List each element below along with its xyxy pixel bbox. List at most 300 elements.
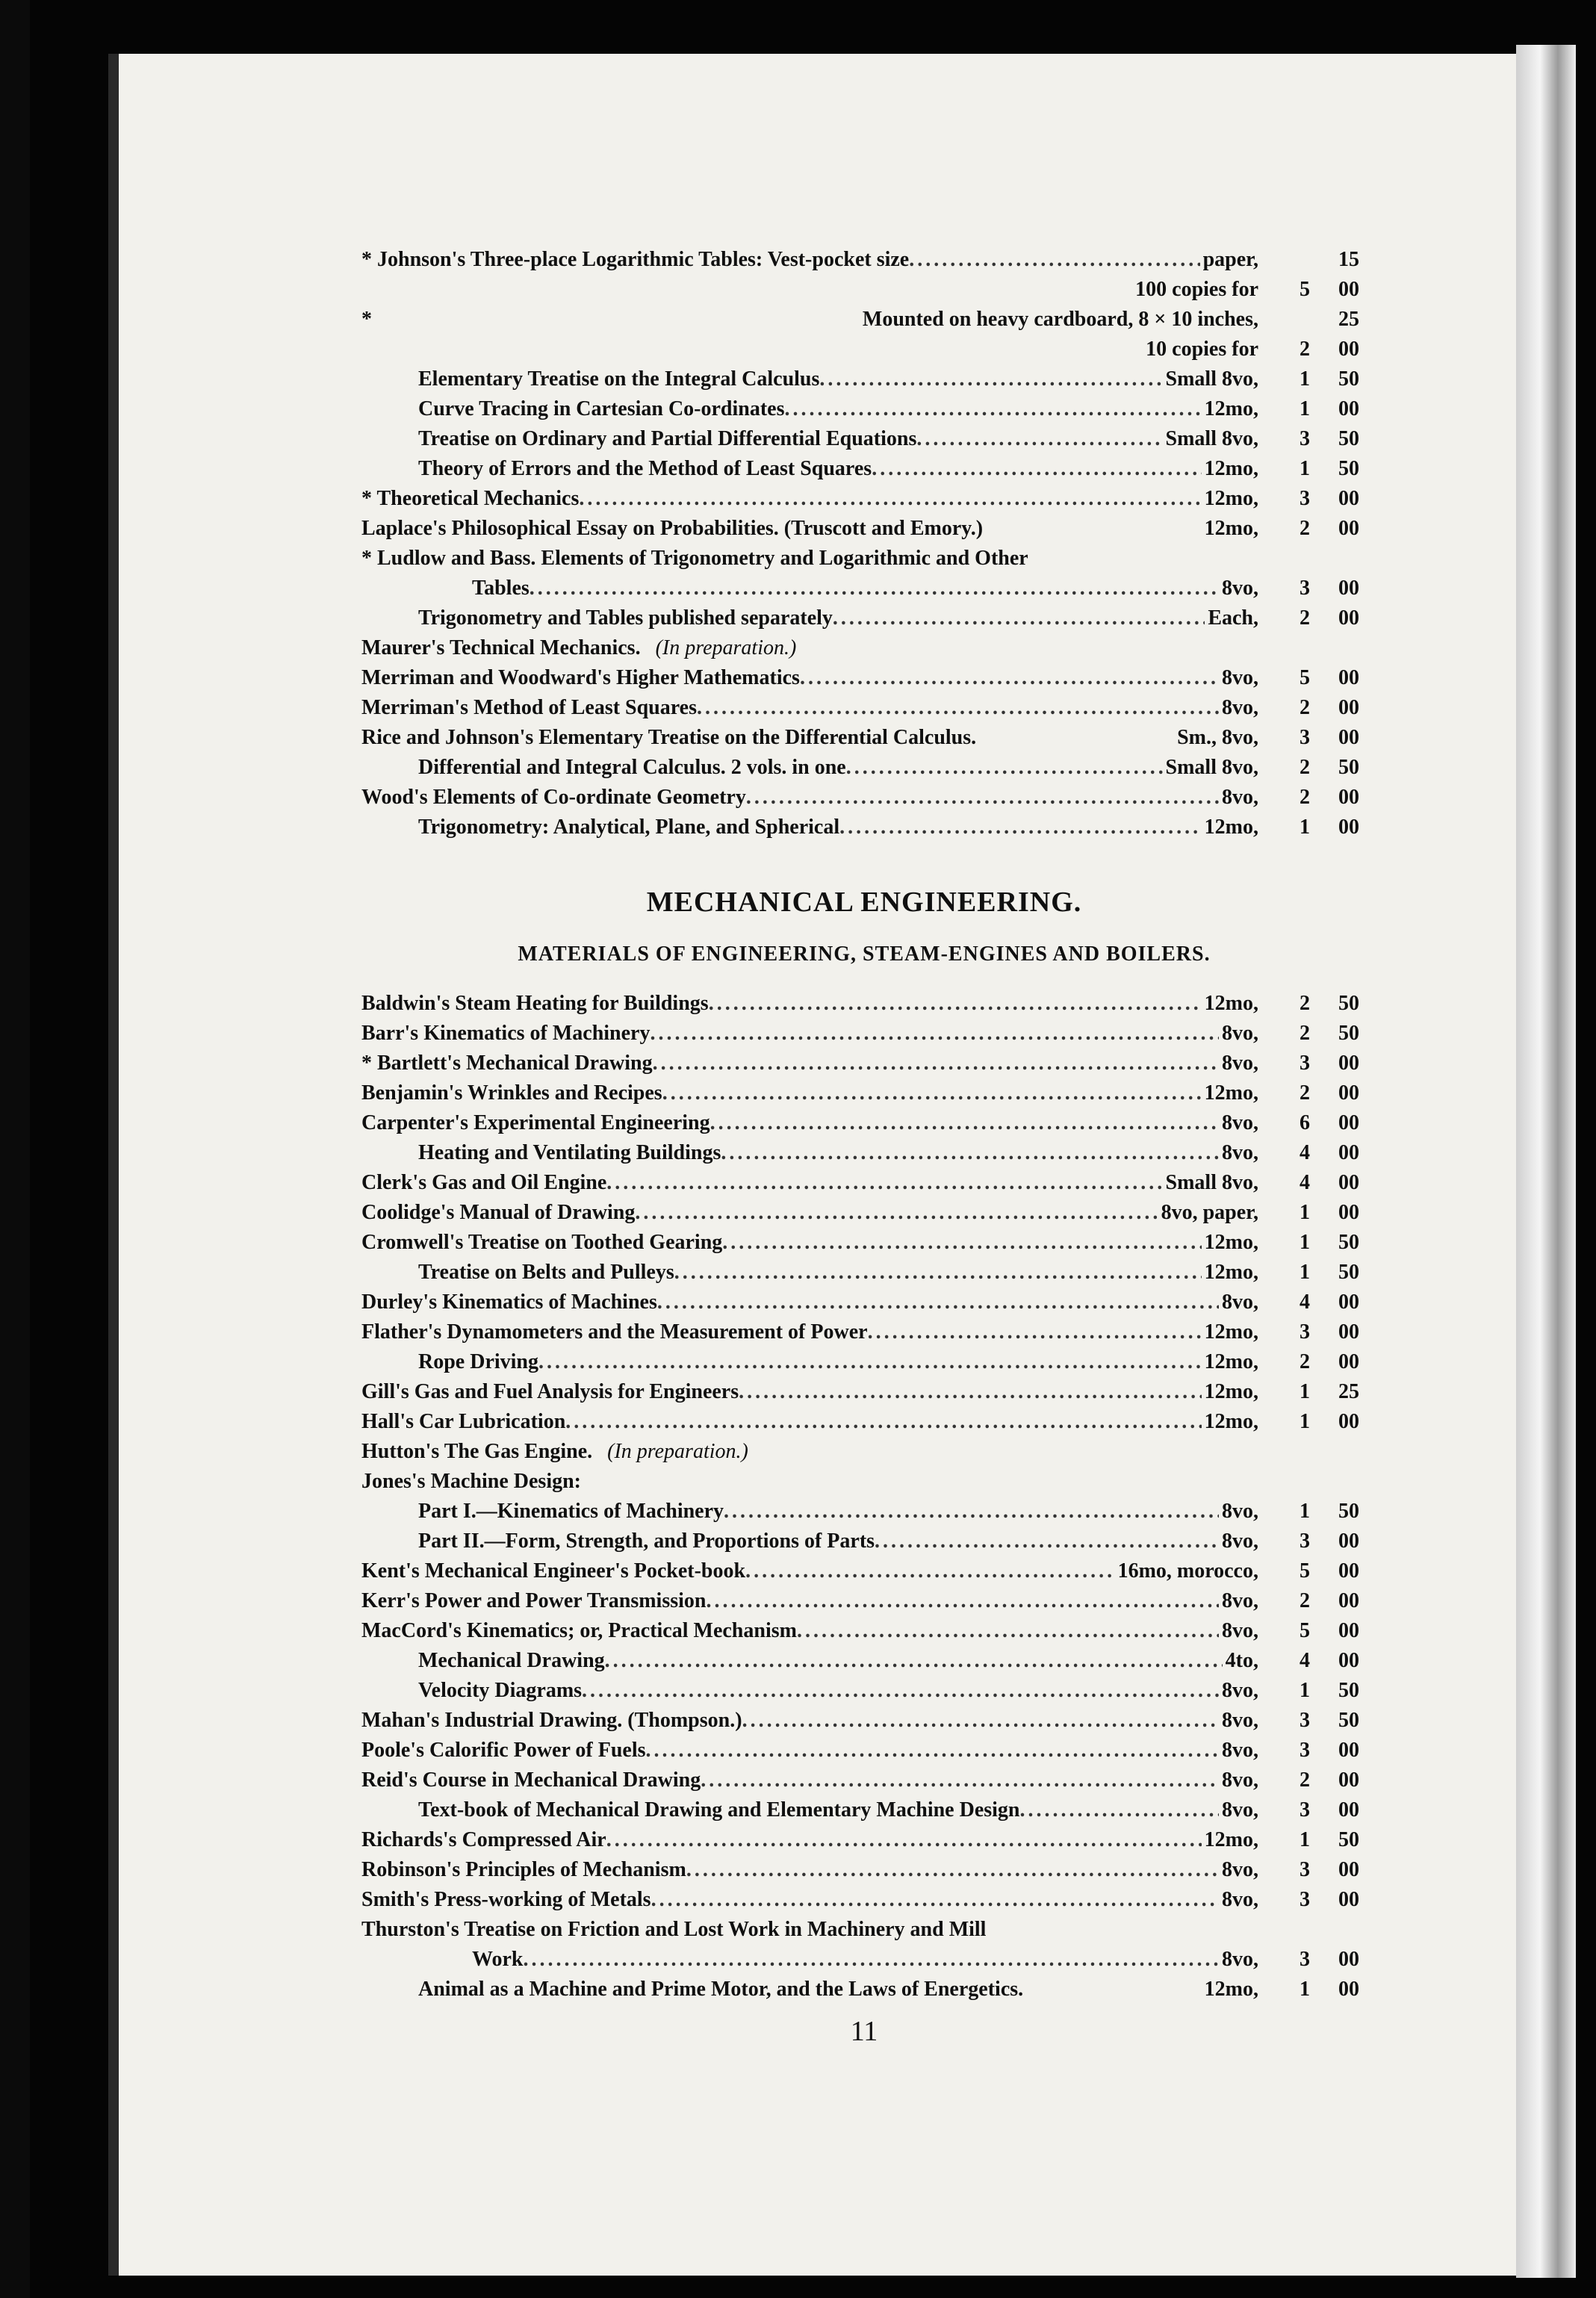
leader-dots xyxy=(650,1019,1219,1049)
entry-format: 8vo, xyxy=(1222,1111,1258,1134)
price-cents: 25 xyxy=(1338,1380,1359,1403)
price-dollars: 2 xyxy=(1300,1768,1310,1792)
price-dollars: 3 xyxy=(1300,1709,1310,1732)
price-dollars: 1 xyxy=(1300,1201,1310,1224)
entry-format: 8vo, xyxy=(1222,1530,1258,1553)
price-dollars: 5 xyxy=(1300,666,1310,689)
leader-dots xyxy=(653,1049,1219,1078)
catalog-entry xyxy=(361,723,1367,753)
entry-format: 4to, xyxy=(1225,1649,1258,1672)
entry-price xyxy=(1279,1497,1367,1527)
leader-dots xyxy=(606,1168,1162,1198)
entry-title: Laplace's Philosophical Essay on Probabilities. (Truscott and Emory.) xyxy=(361,517,984,540)
entry-price xyxy=(1279,484,1367,514)
entry-price xyxy=(1279,574,1367,603)
entry-price xyxy=(1279,424,1367,454)
entry-price xyxy=(1279,1049,1367,1078)
leader-dots xyxy=(721,1138,1219,1168)
price-cents: 00 xyxy=(1338,517,1359,540)
price-dollars: 3 xyxy=(1300,1320,1310,1344)
entry-title: Carpenter's Experimental Engineering xyxy=(361,1111,710,1134)
catalog-entry xyxy=(361,1676,1367,1706)
price-cents: 00 xyxy=(1338,577,1359,600)
price-cents: 50 xyxy=(1338,427,1359,450)
entry-format: paper, xyxy=(1202,248,1258,271)
leader-dots xyxy=(800,663,1219,693)
price-cents: 50 xyxy=(1338,992,1359,1015)
price-dollars: 3 xyxy=(1300,1739,1310,1762)
entry-price xyxy=(1279,335,1367,364)
entry-title: Elementary Treatise on the Integral Calculus xyxy=(418,367,820,391)
catalog-entry xyxy=(361,1049,1367,1078)
catalog-content xyxy=(361,245,1367,2047)
catalog-entry xyxy=(361,1945,1367,1975)
price-cents: 00 xyxy=(1338,1410,1359,1433)
entry-title: Kerr's Power and Power Transmission xyxy=(361,1589,707,1612)
price-cents: 50 xyxy=(1338,1500,1359,1523)
price-cents: 25 xyxy=(1338,308,1359,331)
section-title: MECHANICAL ENGINEERING. xyxy=(646,886,1082,918)
catalog-entry xyxy=(361,1646,1367,1676)
leader-dots xyxy=(797,1616,1219,1646)
price-cents: 50 xyxy=(1338,1679,1359,1702)
entry-format: 12mo, xyxy=(1204,1978,1258,2001)
leader-dots xyxy=(722,1228,1201,1258)
price-cents: 00 xyxy=(1338,606,1359,630)
price-dollars: 4 xyxy=(1300,1171,1310,1194)
entry-title: Velocity Diagrams xyxy=(418,1679,583,1702)
entry-format: 8vo, xyxy=(1222,1709,1258,1732)
entry-format xyxy=(1255,1915,1258,1945)
catalog-entry xyxy=(361,1377,1367,1407)
entry-title: Poole's Calorific Power of Fuels xyxy=(361,1739,646,1762)
entry-price xyxy=(1279,753,1367,783)
leader-dots xyxy=(701,1766,1219,1795)
price-dollars: 4 xyxy=(1300,1141,1310,1164)
price-dollars: 1 xyxy=(1300,1410,1310,1433)
price-cents: 00 xyxy=(1338,1111,1359,1134)
entry-title: Richards's Compressed Air xyxy=(361,1828,606,1851)
leader-dots xyxy=(606,1825,1202,1855)
entry-title: Rice and Johnson's Elementary Treatise on the Differential Calculus. xyxy=(361,726,977,749)
price-cents: 00 xyxy=(1338,1858,1359,1881)
price-dollars: 3 xyxy=(1300,1798,1310,1822)
price-cents: 00 xyxy=(1338,1978,1359,2001)
entry-title: Coolidge's Manual of Drawing xyxy=(361,1201,636,1224)
catalog-entry xyxy=(361,364,1367,394)
price-dollars: 3 xyxy=(1300,487,1310,510)
price-dollars: 3 xyxy=(1300,1888,1310,1911)
entry-format: 100 copies for xyxy=(1135,278,1258,301)
entry-format: 8vo, paper, xyxy=(1161,1201,1258,1224)
price-cents: 50 xyxy=(1338,367,1359,391)
entry-price xyxy=(1279,1945,1367,1975)
catalog-entry xyxy=(361,275,1367,305)
entry-format: 8vo, xyxy=(1222,666,1258,689)
entry-price xyxy=(1279,1407,1367,1437)
entry-format: Each, xyxy=(1208,606,1258,630)
entry-price xyxy=(1279,1586,1367,1616)
entry-format: 8vo, xyxy=(1222,696,1258,719)
price-cents: 00 xyxy=(1338,1768,1359,1792)
entry-title: Rope Driving xyxy=(418,1350,538,1373)
entry-price xyxy=(1279,1616,1367,1646)
price-dollars: 5 xyxy=(1300,1559,1310,1583)
leader-dots xyxy=(635,1198,1158,1228)
catalog-entry xyxy=(361,1825,1367,1855)
price-cents: 00 xyxy=(1338,666,1359,689)
entry-format: 8vo, xyxy=(1222,1141,1258,1164)
entry-format: 8vo, xyxy=(1222,1798,1258,1822)
entry-format: 12mo, xyxy=(1204,457,1258,480)
entry-price xyxy=(1279,1556,1367,1586)
entry-price xyxy=(1279,1198,1367,1228)
leader-dots xyxy=(785,394,1202,424)
leader-dots xyxy=(909,245,1199,275)
page-number: 11 xyxy=(850,2016,878,2047)
price-dollars: 2 xyxy=(1300,338,1310,361)
entry-price xyxy=(1279,1288,1367,1317)
book-spine xyxy=(0,0,30,2298)
entry-format: 8vo, xyxy=(1222,1589,1258,1612)
entry-title: Cromwell's Treatise on Toothed Gearing xyxy=(361,1231,723,1254)
entry-price xyxy=(1279,1108,1367,1138)
subsection-title: MATERIALS OF ENGINEERING, STEAM-ENGINES AND BOILERS. xyxy=(518,943,1211,966)
catalog-entry xyxy=(361,484,1367,514)
leader-dots xyxy=(657,1288,1219,1317)
entry-price xyxy=(1279,1078,1367,1108)
price-cents: 00 xyxy=(1338,487,1359,510)
leader-dots xyxy=(739,1377,1202,1407)
leader-dots xyxy=(746,783,1219,813)
entry-title: Flather's Dynamometers and the Measurement of Power xyxy=(361,1320,868,1344)
price-cents: 00 xyxy=(1338,1052,1359,1075)
entry-title: Barr's Kinematics of Machinery xyxy=(361,1022,650,1045)
price-cents: 00 xyxy=(1338,1888,1359,1911)
catalog-entry xyxy=(361,1138,1367,1168)
leader-dots xyxy=(710,1108,1219,1138)
price-cents: 00 xyxy=(1338,1081,1359,1105)
leader-dots xyxy=(582,1676,1219,1706)
price-cents: 00 xyxy=(1338,278,1359,301)
entry-title: Differential and Integral Calculus. 2 vols. in one xyxy=(418,756,846,779)
entry-note: (In preparation.) xyxy=(607,1440,748,1463)
entry-format: 8vo, xyxy=(1222,1948,1258,1971)
entry-format: 8vo, xyxy=(1222,1291,1258,1314)
price-cents: 50 xyxy=(1338,1828,1359,1851)
price-cents: 00 xyxy=(1338,397,1359,420)
entry-title: Thurston's Treatise on Friction and Lost Work in Machinery and Mill xyxy=(361,1918,987,1941)
leader-dots xyxy=(819,364,1162,394)
catalog-entry xyxy=(361,1736,1367,1766)
price-dollars: 1 xyxy=(1300,1380,1310,1403)
leader-dots xyxy=(706,1586,1219,1616)
price-dollars: 2 xyxy=(1300,606,1310,630)
catalog-entry xyxy=(361,335,1367,364)
entry-price xyxy=(1279,783,1367,813)
catalog-entry xyxy=(361,1586,1367,1616)
entry-price xyxy=(1279,663,1367,693)
entry-title: * Bartlett's Mechanical Drawing xyxy=(361,1052,653,1075)
leader-dots xyxy=(833,603,1205,633)
price-dollars: 3 xyxy=(1300,1948,1310,1971)
catalog-entry xyxy=(361,1317,1367,1347)
entry-title: Wood's Elements of Co-ordinate Geometry xyxy=(361,786,746,809)
entry-format: 12mo, xyxy=(1204,1231,1258,1254)
leader-dots xyxy=(605,1646,1223,1676)
leader-dots xyxy=(565,1407,1201,1437)
catalog-entry xyxy=(361,1527,1367,1556)
entry-title: Mechanical Drawing xyxy=(418,1649,605,1672)
leader-dots xyxy=(686,1855,1219,1885)
leader-dots xyxy=(538,1347,1202,1377)
entry-price xyxy=(1279,693,1367,723)
catalog-entry xyxy=(361,753,1367,783)
catalog-entry xyxy=(361,1437,1367,1467)
catalog-entry xyxy=(361,1228,1367,1258)
entry-title: Hall's Car Lubrication xyxy=(361,1410,566,1433)
entry-price xyxy=(1279,723,1367,753)
leader-dots xyxy=(1020,1795,1220,1825)
price-cents: 00 xyxy=(1338,1589,1359,1612)
entry-format: 8vo, xyxy=(1222,1768,1258,1792)
entry-title: Baldwin's Steam Heating for Buildings xyxy=(361,992,709,1015)
price-dollars: 2 xyxy=(1300,517,1310,540)
entry-price xyxy=(1279,1706,1367,1736)
catalog-entry xyxy=(361,544,1367,574)
price-dollars xyxy=(1279,305,1310,335)
entry-title: Merriman and Woodward's Higher Mathematics xyxy=(361,666,800,689)
entry-format: 12mo, xyxy=(1204,992,1258,1015)
entry-title: Maurer's Technical Mechanics. xyxy=(361,636,641,659)
catalog-entry xyxy=(361,693,1367,723)
price-dollars: 3 xyxy=(1300,1858,1310,1881)
entry-price xyxy=(1279,1377,1367,1407)
entry-price xyxy=(1279,1855,1367,1885)
entry-format: 12mo, xyxy=(1204,517,1258,540)
catalog-entry xyxy=(361,813,1367,842)
price-dollars: 3 xyxy=(1300,577,1310,600)
leader-dots xyxy=(662,1078,1202,1108)
entry-note: (In preparation.) xyxy=(655,636,797,659)
catalog-entry xyxy=(361,1078,1367,1108)
price-cents: 50 xyxy=(1338,1709,1359,1732)
catalog-entry xyxy=(361,1795,1367,1825)
entry-format: Small 8vo, xyxy=(1165,367,1258,391)
catalog-entry xyxy=(361,305,1367,335)
entry-price xyxy=(1279,364,1367,394)
entry-title: Text-book of Mechanical Drawing and Elementary Machine Design xyxy=(418,1798,1020,1822)
price-cents: 50 xyxy=(1338,756,1359,779)
price-cents: 00 xyxy=(1338,1798,1359,1822)
entry-format: 12mo, xyxy=(1204,1380,1258,1403)
price-dollars: 5 xyxy=(1300,1619,1310,1642)
catalog-entry xyxy=(361,1198,1367,1228)
entry-price xyxy=(1279,989,1367,1019)
entry-price xyxy=(1279,1676,1367,1706)
entry-format: 12mo, xyxy=(1204,1081,1258,1105)
leader-dots xyxy=(530,574,1219,603)
entry-format: 8vo, xyxy=(1222,1022,1258,1045)
price-cents: 00 xyxy=(1338,726,1359,749)
price-dollars xyxy=(1279,245,1310,275)
entry-format: 12mo, xyxy=(1204,1410,1258,1433)
entry-format: 8vo, xyxy=(1222,1739,1258,1762)
entry-title: Animal as a Machine and Prime Motor, and the Laws of Energetics. xyxy=(418,1978,1024,2001)
entry-title: Work xyxy=(472,1948,524,1971)
price-dollars: 2 xyxy=(1300,756,1310,779)
top-entry-list xyxy=(361,245,1367,842)
entry-title: Trigonometry: Analytical, Plane, and Spherical xyxy=(418,816,840,839)
entry-title: MacCord's Kinematics; or, Practical Mechanism xyxy=(361,1619,797,1642)
entry-price xyxy=(1279,1795,1367,1825)
entry-title: Hutton's The Gas Engine. xyxy=(361,1440,593,1463)
entry-price xyxy=(1279,245,1367,275)
entry-format: Mounted on heavy cardboard, 8 × 10 inches, xyxy=(862,308,1258,331)
entry-price xyxy=(1279,1646,1367,1676)
catalog-entry xyxy=(361,1706,1367,1736)
price-dollars: 2 xyxy=(1300,992,1310,1015)
catalog-entry xyxy=(361,603,1367,633)
entry-format: 12mo, xyxy=(1204,487,1258,510)
entry-format: Small 8vo, xyxy=(1165,1171,1258,1194)
entry-format: 12mo, xyxy=(1204,1350,1258,1373)
entry-title: Curve Tracing in Cartesian Co-ordinates xyxy=(418,397,785,420)
price-cents: 00 xyxy=(1338,1739,1359,1762)
leader-dots xyxy=(742,1706,1219,1736)
catalog-entry xyxy=(361,514,1367,544)
catalog-entry xyxy=(361,1497,1367,1527)
entry-title: Smith's Press-working of Metals xyxy=(361,1888,651,1911)
entry-format: 12mo, xyxy=(1204,1261,1258,1284)
price-cents: 00 xyxy=(1338,1619,1359,1642)
price-dollars: 2 xyxy=(1300,1081,1310,1105)
entry-title: Tables xyxy=(472,577,530,600)
price-cents: 50 xyxy=(1338,1261,1359,1284)
entry-format xyxy=(1255,1437,1258,1467)
price-dollars: 2 xyxy=(1300,1350,1310,1373)
price-dollars: 2 xyxy=(1300,786,1310,809)
catalog-entry xyxy=(361,1258,1367,1288)
price-dollars: 2 xyxy=(1300,1022,1310,1045)
catalog-entry xyxy=(361,1975,1367,2004)
price-dollars: 1 xyxy=(1300,457,1310,480)
price-cents: 00 xyxy=(1338,1559,1359,1583)
price-cents: 00 xyxy=(1338,1291,1359,1314)
entry-format: 8vo, xyxy=(1222,577,1258,600)
catalog-entry xyxy=(361,1885,1367,1915)
leader-dots xyxy=(697,693,1219,723)
price-dollars: 1 xyxy=(1300,1231,1310,1254)
price-cents: 00 xyxy=(1338,786,1359,809)
entry-price xyxy=(1279,1527,1367,1556)
catalog-entry xyxy=(361,663,1367,693)
entry-format: Small 8vo, xyxy=(1165,427,1258,450)
entry-price xyxy=(1279,1019,1367,1049)
catalog-entry xyxy=(361,633,1367,663)
entry-format: 10 copies for xyxy=(1146,338,1258,361)
entry-format: 8vo, xyxy=(1222,786,1258,809)
entry-format: 8vo, xyxy=(1222,1500,1258,1523)
entry-price xyxy=(1279,1975,1367,2004)
price-dollars: 6 xyxy=(1300,1111,1310,1134)
entry-title: Part II.—Form, Strength, and Proportions of Parts xyxy=(418,1530,875,1553)
entry-title: * Theoretical Mechanics xyxy=(361,487,580,510)
entry-title: * Johnson's Three-place Logarithmic Tables: Vest-pocket size xyxy=(361,248,910,271)
entry-format: Small 8vo, xyxy=(1165,756,1258,779)
catalog-entry xyxy=(361,783,1367,813)
entry-title: Treatise on Ordinary and Partial Differential Equations xyxy=(418,427,917,450)
price-cents: 50 xyxy=(1338,457,1359,480)
catalog-entry xyxy=(361,1766,1367,1795)
catalog-entry xyxy=(361,394,1367,424)
catalog-entry xyxy=(361,1407,1367,1437)
entry-title: Gill's Gas and Fuel Analysis for Engineers xyxy=(361,1380,739,1403)
price-cents: 15 xyxy=(1338,248,1359,271)
price-cents: 00 xyxy=(1338,1171,1359,1194)
price-dollars: 1 xyxy=(1300,367,1310,391)
catalog-entry xyxy=(361,1556,1367,1586)
entry-title: Treatise on Belts and Pulleys xyxy=(418,1261,674,1284)
catalog-entry xyxy=(361,1915,1367,1945)
entry-format: 12mo, xyxy=(1204,1320,1258,1344)
entry-price xyxy=(1279,1885,1367,1915)
leader-dots xyxy=(523,1945,1219,1975)
entry-format: 8vo, xyxy=(1222,1679,1258,1702)
entry-title: Benjamin's Wrinkles and Recipes xyxy=(361,1081,662,1105)
price-dollars: 1 xyxy=(1300,1500,1310,1523)
entry-price xyxy=(1279,1347,1367,1377)
leader-dots xyxy=(745,1556,1114,1586)
price-cents: 00 xyxy=(1338,1201,1359,1224)
price-cents: 00 xyxy=(1338,1350,1359,1373)
price-cents: 00 xyxy=(1338,1530,1359,1553)
entry-price xyxy=(1279,1736,1367,1766)
price-dollars: 3 xyxy=(1300,1052,1310,1075)
catalog-entry xyxy=(361,1019,1367,1049)
entry-title: Trigonometry and Tables published separately xyxy=(418,606,833,630)
entry-price xyxy=(1279,1766,1367,1795)
price-cents: 00 xyxy=(1338,1141,1359,1164)
entry-format: 16mo, morocco, xyxy=(1117,1559,1258,1583)
entry-title: Reid's Course in Mechanical Drawing xyxy=(361,1768,701,1792)
price-dollars: 3 xyxy=(1300,726,1310,749)
entry-title: Clerk's Gas and Oil Engine xyxy=(361,1171,607,1194)
entry-format xyxy=(1255,544,1258,574)
leader-dots xyxy=(651,1885,1219,1915)
entry-format: 12mo, xyxy=(1204,816,1258,839)
price-cents: 00 xyxy=(1338,1948,1359,1971)
leader-dots xyxy=(724,1497,1219,1527)
catalog-entry xyxy=(361,1467,1367,1497)
catalog-entry xyxy=(361,245,1367,275)
price-cents: 00 xyxy=(1338,338,1359,361)
entry-format: 8vo, xyxy=(1222,1858,1258,1881)
entry-price xyxy=(1279,813,1367,842)
entry-title: Kent's Mechanical Engineer's Pocket-book xyxy=(361,1559,746,1583)
price-dollars: 1 xyxy=(1300,397,1310,420)
leader-dots xyxy=(872,454,1201,484)
entry-format xyxy=(1255,1467,1258,1497)
leader-dots xyxy=(839,813,1202,842)
entry-format: Sm., 8vo, xyxy=(1177,726,1258,749)
entry-price xyxy=(1279,454,1367,484)
entry-title: * xyxy=(361,308,372,331)
entry-price xyxy=(1279,1317,1367,1347)
leader-dots xyxy=(646,1736,1219,1766)
catalog-entry xyxy=(361,454,1367,484)
price-dollars: 4 xyxy=(1300,1291,1310,1314)
